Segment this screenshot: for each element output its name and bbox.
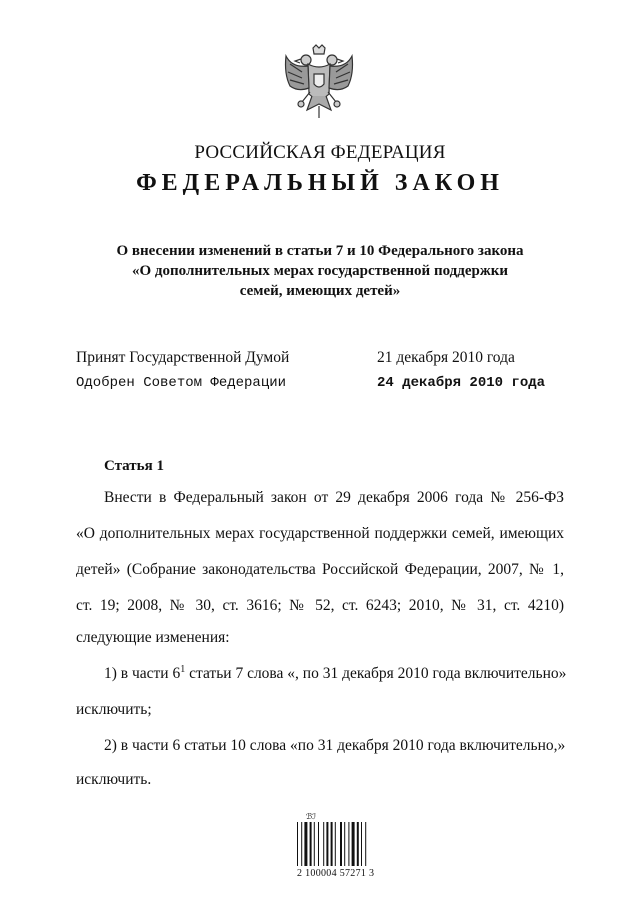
law-title (60, 241, 580, 301)
barcode-number: 2 100004 57271 3 (297, 868, 375, 879)
item-1-suffix: статьи 7 слова «, по 31 декабря 2010 года включительно» (185, 665, 567, 682)
paragraph-line: следующие изменения: (76, 629, 230, 646)
barcode (296, 822, 370, 874)
paragraph-line: ст. 19; 2008, № 30, ст. 3616; № 52, ст. 6243; 2010, № 31, ст. 4210) (76, 597, 564, 614)
paragraph-line: Внести в Федеральный закон от 29 декабря 2006 года № 256-ФЗ (104, 489, 564, 506)
amendment-item-2: 2) в части 6 статьи 10 слова «по 31 декабря 2010 года включительно,» (104, 737, 566, 754)
paragraph-line: «О дополнительных мерах государственной поддержки семей, имеющих (76, 525, 564, 542)
document-type: ФЕДЕРАЛЬНЫЙ ЗАКОН (136, 170, 504, 196)
amendment-item-1 (104, 663, 567, 683)
amendment-item-1-line-2: исключить; (76, 701, 152, 718)
council-date: 24 декабря 2010 года (377, 375, 546, 391)
state-emblem (282, 44, 356, 122)
paragraph-line: детей» (Собрание законодательства Российской Федерации, 2007, № 1, (76, 561, 564, 578)
duma-date: 21 декабря 2010 года (377, 349, 515, 366)
law-title-line: «О дополнительных мерах государственной поддержки (132, 263, 508, 279)
council-label: Одобрен Советом Федерации (76, 375, 287, 391)
amendment-item-2-line-2: исключить. (76, 771, 152, 788)
country-name: РОССИЙСКАЯ ФЕДЕРАЦИЯ (194, 142, 446, 163)
item-1-prefix: 1) в части 6 (104, 665, 181, 682)
article-heading: Статья 1 (104, 458, 164, 474)
barcode-mark: ℬℐ (306, 812, 317, 821)
barcode-icon (296, 822, 370, 866)
duma-label: Принят Государственной Думой (76, 349, 290, 366)
eagle-icon (282, 44, 356, 122)
law-title-line: О внесении изменений в статьи 7 и 10 Федерального закона (116, 243, 524, 259)
law-title-line: семей, имеющих детей» (239, 283, 401, 299)
item-1-superscript: 1 (180, 663, 186, 675)
